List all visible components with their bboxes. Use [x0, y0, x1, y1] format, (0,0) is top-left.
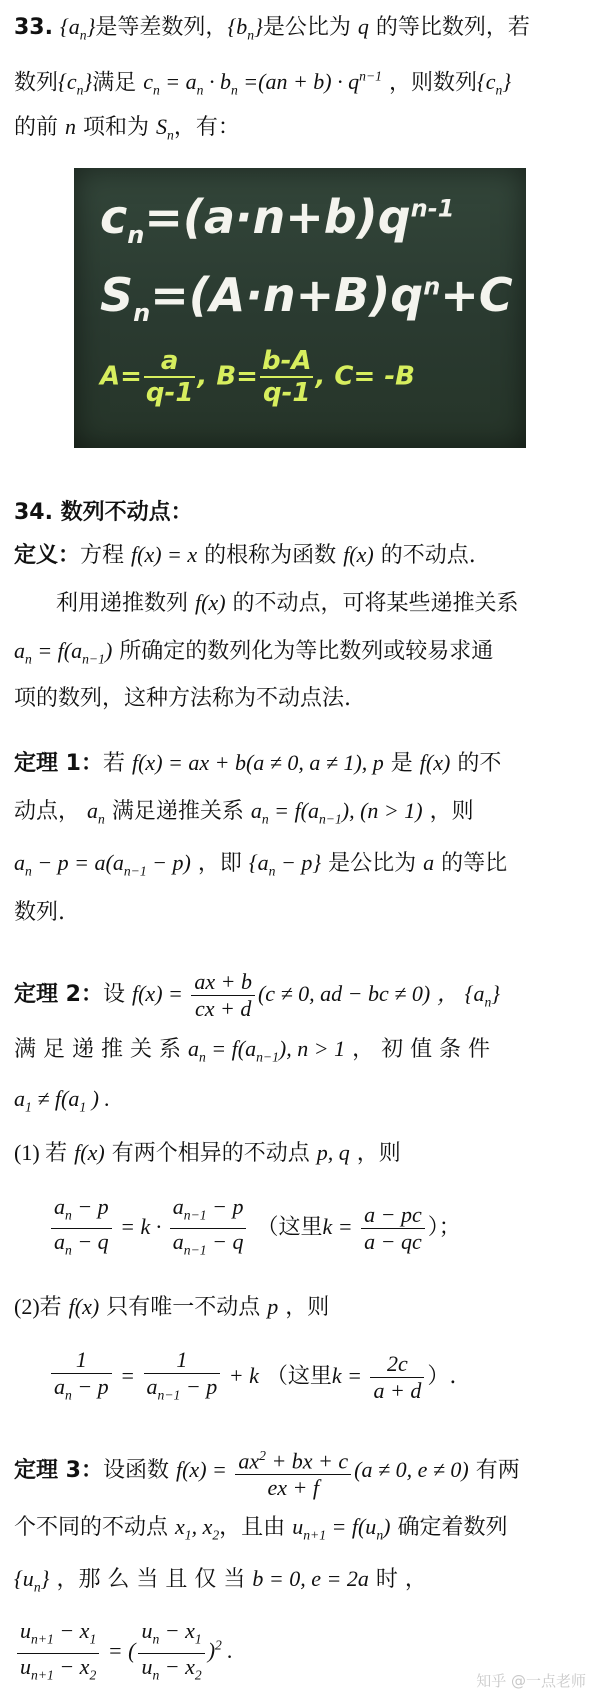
theorem3-line2: 个不同的不动点 $x_1$, $x_2$，且由 $u_{n+1} = f(u_n)$ 确定着数列 — [14, 1514, 508, 1543]
math-theorem3-relation: $\frac{u_{n+1} - x_1}{u_{n+1} - x_2}$ = ( $\frac{u_n - x_1}{u_n - x_2}$ )$^2$ . — [14, 1638, 233, 1663]
math-f-mobius: f(x) = $\frac{ax + b}{cx + d}$ (c ≠ 0, ad − bc ≠ 0) — [131, 969, 431, 1022]
math-case1-k: k = $\frac{a - pc}{a - qc}$ — [323, 1214, 428, 1239]
theorem2-line1: 定理 2：设 f(x) = $\frac{ax + b}{cx + d}$ (c ≠ 0, ad − bc ≠ 0) ， $\{a_n\}$ — [14, 969, 501, 1022]
definition-line: 定义：方程 f(x) = x 的根称为函数 f(x) 的不动点. — [14, 542, 476, 568]
math-bn-set: $\{b_n\}$ — [227, 14, 263, 43]
case1-formula: $\frac{a_n - p}{a_n - q}$ = k · $\frac{a_{n-1} - p}{a_{n-1} - q}$ （这里k = $\frac{a - pc}{a - qc}$ ）； — [48, 1194, 588, 1264]
theorem1-label: 定理 1： — [14, 751, 103, 776]
math-p: p — [267, 1294, 279, 1319]
math-recurrence: $a_n = f(a_{n-1})$, (n > 1) — [250, 798, 423, 827]
math-fx: f(x) — [74, 1140, 105, 1165]
s33-line3 — [14, 112, 588, 150]
board-fraction-b: $\frac{b-A}{q-1}$ — [261, 346, 312, 408]
math-case2-k: k = $\frac{2c}{a + d}$ — [332, 1363, 427, 1388]
theorem1-line3: $a_n - p = a(a_{n-1} - p)$ ，即 $\{a_n - p\}$ 是公比为 a 的等比 — [14, 850, 508, 879]
theorem2-line2: 满 足 递 推 关 系 $a_n = f(a_{n-1})$, n > 1 ， 初 值 条 件 — [14, 1036, 491, 1065]
math-initial-condition: $a_1 \ne f(a_1$ ) . — [14, 1086, 110, 1115]
math-recurrence: $a_n = f(a_{n-1})$ — [14, 638, 113, 667]
math-an: $a_n$ — [87, 798, 105, 827]
text: 项和为 — [83, 115, 150, 140]
math-cn-formula: $c_n = a_n \cdot b_n =(an + b) \cdot q^{n-1}$ — [143, 69, 382, 98]
math-cn-set: $\{c_n\}$ — [58, 69, 93, 98]
text: 的等比数列，若 — [375, 15, 530, 40]
math-fx: f(x) — [419, 750, 451, 775]
math-pq: p, q — [316, 1140, 350, 1165]
theorem3-label: 定理 3： — [14, 1458, 103, 1483]
text: 的前 — [14, 115, 59, 140]
math-f-linear: f(x) = ax + b(a ≠ 0, a ≠ 1), p — [131, 750, 384, 775]
theorem2-label: 定理 2： — [14, 982, 103, 1007]
text: 是公比为 — [262, 15, 351, 40]
text: 是等差数列， — [95, 15, 228, 40]
watermark: 知乎 @一点老师 — [476, 1672, 586, 1690]
s34-heading: 34. 数列不动点： — [14, 500, 193, 525]
case2-line1: (2)若 f(x) 只有唯一不动点 p ，则 — [14, 1294, 330, 1320]
math-fx: f(x) — [68, 1294, 100, 1319]
math-f-quadratic: f(x) = $\frac{ax^2 + bx + c}{ex + f}$ (a ≠ 0, e ≠ 0) — [176, 1457, 469, 1482]
math-fx: f(x) — [343, 542, 374, 567]
case2-formula: $\frac{1}{a_n - p}$ = $\frac{1}{a_{n-1} - p}$ + k （这里k = $\frac{2c}{a + d}$ ）. — [48, 1346, 588, 1409]
math-recurrence: $a_n = f(a_{n-1})$, n > 1 — [187, 1036, 346, 1065]
para-line3: 项的数列，这种方法称为不动点法. — [14, 686, 351, 711]
board-line-coefficients: A= $\frac{a}{q-1}$ , B= $\frac{b-A}{q-1}$ , C= -B — [100, 346, 415, 408]
theorem1-line2: 动点， $a_n$ 满足递推关系 $a_n = f(a_{n-1})$, (n > 1) ，则 — [14, 798, 474, 827]
text: 数列 — [14, 70, 59, 96]
board-line-cn: $c_n=(a\cdot n+b)q^{n-1}$ — [100, 190, 455, 250]
math-q: q — [357, 14, 369, 39]
text: ，有： — [173, 115, 240, 140]
math-case2-relation: $\frac{1}{a_n - p}$ = $\frac{1}{a_{n-1} - p}$ + k — [48, 1363, 259, 1388]
theorem3-line3: $\{u_n\}$ ，那 么 当 且 仅 当 b = 0, e = 2a 时 ， — [14, 1566, 427, 1595]
case1-line1: (1) 若 f(x) 有两个相异的不动点 p, q ，则 — [14, 1140, 401, 1166]
math-x1x2: $x_1$, $x_2$ — [175, 1514, 220, 1543]
para-line2: $a_n = f(a_{n-1})$ 所确定的数列化为等比数列或较易求通 — [14, 638, 494, 667]
math-sn: $S_n$ — [156, 114, 174, 143]
math-an-set: ， $\{a_n\}$ — [437, 981, 501, 1010]
math-fx-eq-x: f(x) = x — [131, 542, 198, 567]
math-u-recurrence: $u_{n+1} = f(u_n)$ — [292, 1514, 391, 1543]
math-a: a — [423, 850, 435, 875]
s33-line2 — [14, 62, 588, 106]
math-cn-set: $\{c_n\}$ — [476, 69, 512, 98]
para-line1: 利用递推数列 f(x) 的不动点，可将某些递推关系 — [56, 590, 519, 616]
math-an-set: $\{a_n\}$ — [59, 14, 96, 43]
math-condition: b = 0, e = 2a — [252, 1566, 369, 1591]
board-line-sn: $S_n=(A\cdot n+B)q^n+C$ — [100, 268, 513, 328]
text: 满足 — [92, 70, 137, 96]
math-n: n — [65, 114, 77, 139]
theorem1-line1: 定理 1：若 f(x) = ax + b(a ≠ 0, a ≠ 1), p 是 f(x) 的不 — [14, 750, 502, 776]
chalkboard-image — [74, 168, 526, 448]
math-case1-relation: $\frac{a_n - p}{a_n - q}$ = k · $\frac{a_{n-1} - p}{a_{n-1} - q}$ — [48, 1214, 249, 1239]
theorem3-line1: 定理 3：设函数 f(x) = $\frac{ax^2 + bx + c}{ex + f}$ (a ≠ 0, e ≠ 0) 有两 — [14, 1442, 588, 1501]
math-an-minus-p-set: $\{a_n - p\}$ — [248, 850, 322, 879]
math-un-set: $\{u_n\}$ — [14, 1566, 50, 1595]
math-fx: f(x) — [195, 590, 226, 615]
theorem1-line4: 数列. — [14, 900, 65, 925]
theorem2-line3 — [14, 1084, 588, 1122]
board-fraction-a: $\frac{a}{q-1}$ — [145, 346, 194, 408]
text: ，则数列 — [388, 70, 477, 96]
math-geometric-relation: $a_n - p = a(a_{n-1} - p)$ — [14, 850, 191, 879]
s33-line1 — [14, 12, 588, 50]
definition-label: 定义： — [14, 543, 81, 568]
s33-number: 33. — [14, 15, 53, 40]
